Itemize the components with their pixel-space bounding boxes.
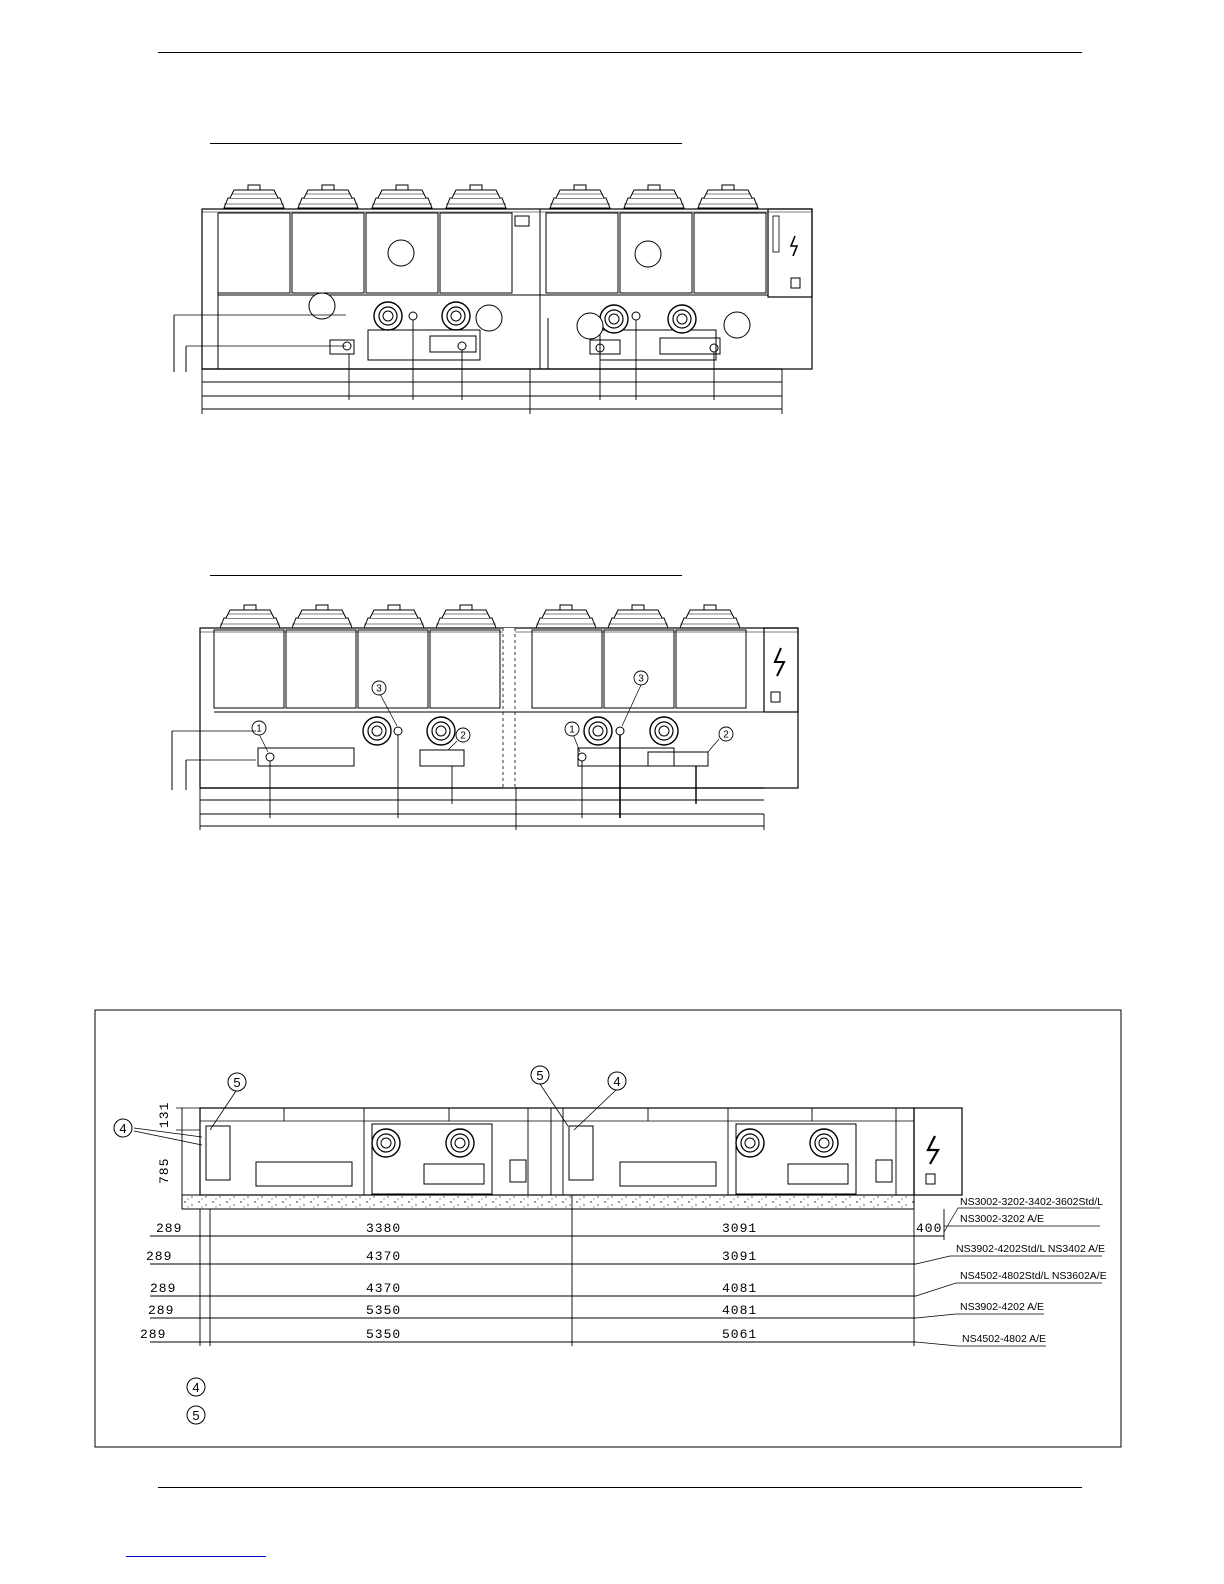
fan-icon bbox=[292, 605, 352, 628]
pump-icon bbox=[584, 717, 612, 745]
dim-a: 3380 bbox=[366, 1221, 402, 1236]
dim-b: 3091 bbox=[722, 1221, 758, 1236]
dim-right: 400 bbox=[916, 1221, 943, 1236]
callout-circle bbox=[577, 313, 603, 339]
bottom-drawing bbox=[114, 1066, 1107, 1424]
electrical-hazard-icon bbox=[928, 1136, 938, 1164]
dim-a: 5350 bbox=[366, 1303, 402, 1318]
pump-icon bbox=[372, 1129, 400, 1157]
dim-a: 4370 bbox=[366, 1281, 402, 1296]
model-label: NS3902-4202 A/E bbox=[960, 1301, 1045, 1313]
pump-icon bbox=[374, 302, 402, 330]
fan-icon bbox=[608, 605, 668, 628]
callout-label: 3 bbox=[376, 683, 382, 695]
fan-icon bbox=[220, 605, 280, 628]
pump-icon bbox=[736, 1129, 764, 1157]
callout-label: 2 bbox=[460, 730, 466, 742]
dim-b: 4081 bbox=[722, 1281, 758, 1296]
callout-label: 2 bbox=[723, 729, 729, 741]
dim-left: 289 bbox=[148, 1303, 175, 1318]
model-label: NS3002-3202 A/E bbox=[960, 1213, 1045, 1225]
pump-icon bbox=[668, 305, 696, 333]
dim-b: 3091 bbox=[722, 1249, 758, 1264]
pump-icon bbox=[600, 305, 628, 333]
callout-label-4: 4 bbox=[119, 1121, 127, 1136]
fan-icon bbox=[536, 605, 596, 628]
fan-icon bbox=[698, 185, 758, 208]
dim-131: 131 bbox=[157, 1101, 172, 1128]
callout-circle bbox=[476, 305, 502, 331]
fan-icon bbox=[550, 185, 610, 208]
pump-icon bbox=[446, 1129, 474, 1157]
electrical-hazard-icon bbox=[791, 236, 797, 256]
top-drawing bbox=[174, 185, 812, 414]
dim-785: 785 bbox=[157, 1157, 172, 1184]
pump-icon bbox=[810, 1129, 838, 1157]
callout-label-5: 5 bbox=[536, 1068, 544, 1083]
pump-icon bbox=[363, 717, 391, 745]
fan-icon bbox=[298, 185, 358, 208]
dim-a: 5350 bbox=[366, 1327, 402, 1342]
dim-left: 289 bbox=[150, 1281, 177, 1296]
dim-left: 289 bbox=[140, 1327, 167, 1342]
pump-icon bbox=[650, 717, 678, 745]
callout-label: 1 bbox=[569, 724, 575, 736]
fan-icon bbox=[224, 185, 284, 208]
callout-label-5: 5 bbox=[233, 1075, 241, 1090]
callout-label: 1 bbox=[256, 723, 262, 735]
fan-icon bbox=[624, 185, 684, 208]
legend-symbol-5: 5 bbox=[192, 1408, 200, 1423]
middle-drawing bbox=[172, 605, 798, 830]
dim-a: 4370 bbox=[366, 1249, 402, 1264]
model-label: NS4502-4802 A/E bbox=[962, 1333, 1047, 1345]
model-label: NS3902-4202Std/L NS3402 A/E bbox=[956, 1243, 1106, 1255]
dim-left: 289 bbox=[146, 1249, 173, 1264]
dim-b: 5061 bbox=[722, 1327, 758, 1342]
callout-circle bbox=[635, 241, 661, 267]
callout-label: 3 bbox=[638, 673, 644, 685]
detail-frame bbox=[95, 1010, 1121, 1447]
callout-circle bbox=[388, 240, 414, 266]
fan-icon bbox=[680, 605, 740, 628]
dim-left: 289 bbox=[156, 1221, 183, 1236]
electrical-hazard-icon bbox=[775, 648, 784, 676]
fan-icon bbox=[372, 185, 432, 208]
pump-icon bbox=[427, 717, 455, 745]
fan-icon bbox=[436, 605, 496, 628]
fan-icon bbox=[364, 605, 424, 628]
fan-icon bbox=[446, 185, 506, 208]
callout-label-4: 4 bbox=[613, 1074, 621, 1089]
callout-circle bbox=[724, 312, 750, 338]
pump-icon bbox=[442, 302, 470, 330]
legend-symbol-4: 4 bbox=[192, 1380, 200, 1395]
dim-b: 4081 bbox=[722, 1303, 758, 1318]
model-label: NS3002-3202-3402-3602Std/L bbox=[960, 1196, 1104, 1208]
model-label: NS4502-4802Std/L NS3602A/E bbox=[960, 1270, 1107, 1282]
